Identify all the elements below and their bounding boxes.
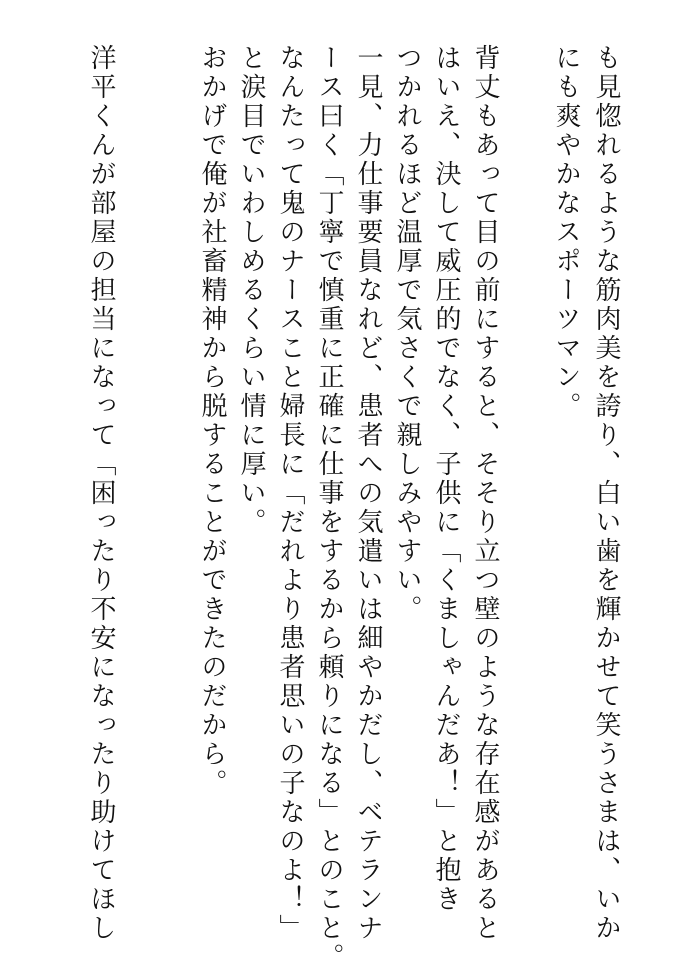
- text-line: と涙目でいわしめるくらい情に厚い。: [236, 44, 266, 537]
- text-line: 洋平くんが部屋の担当になって「困ったり不安になったり助けてほし: [86, 44, 116, 943]
- text-line: も見惚れるような筋肉美を誇り、白い歯を輝かせて笑うさまは、いか: [591, 44, 621, 943]
- text-line: 一見、力仕事要員なれど、患者への気遣いは細やかだし、ベテランナ: [353, 44, 383, 943]
- text-line: 背丈もあって目の前にすると、そそり立つ壁のような存在感があると: [470, 44, 500, 943]
- text-line: なんたって鬼のナースこと婦長に「だれより患者思いの子なのよ！」: [275, 44, 305, 943]
- text-line: つかれるほど温厚で気さくで親しみやすい。: [392, 44, 422, 624]
- text-line: はいえ、決して威圧的でなく、子供に「くましゃんだあ！」と抱き: [431, 44, 461, 914]
- text-line: ース曰く「丁寧で慎重に正確に仕事をするから頼りになる」とのこと。: [314, 44, 344, 972]
- text-line: にも爽やかなスポーツマン。: [551, 44, 581, 421]
- text-line: おかげで俺が社畜精神から脱することができたのだから。: [197, 44, 227, 798]
